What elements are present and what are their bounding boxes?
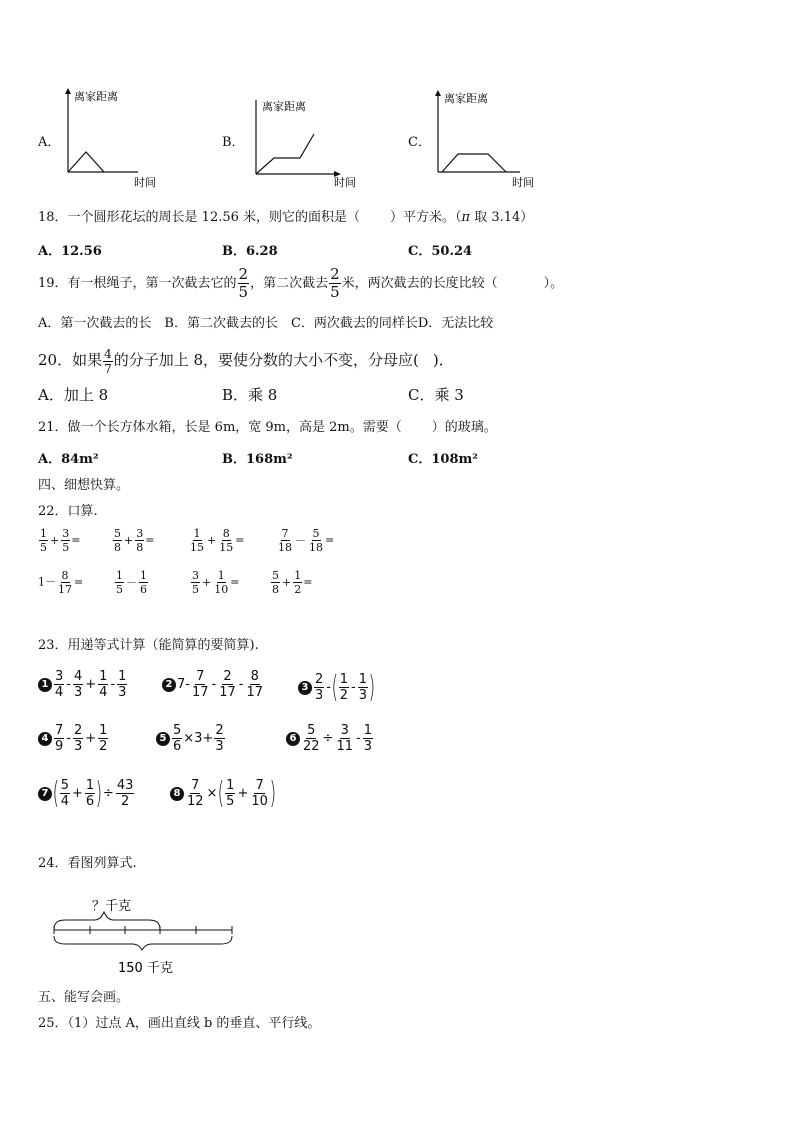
graph-b-xlabel: 时间	[334, 176, 356, 188]
q23-item-6: 6 $\frac{5}{22}$ ÷ $\frac{3}{11}$ - $\frac{1}{3}$	[286, 724, 374, 753]
q18-option-b: B．6.28	[222, 244, 278, 259]
q22-item-1: $\frac{1}{5}$ + $\frac{3}{5}$ =	[40, 527, 81, 554]
q23-item-8: 8 $\frac{7}{12}$ ×( $\frac{1}{5}$ + $\frac{7}{10}$ )	[170, 776, 276, 811]
graph-b	[246, 92, 376, 188]
q21-option-b: B．168m²	[222, 452, 293, 467]
section-5-title: 五、能写会画。	[38, 990, 130, 1005]
graph-a	[58, 86, 178, 190]
q17-option-b-label: B．	[222, 135, 245, 150]
q21-option-a: A．84m²	[38, 452, 99, 467]
graph-c-ylabel: 离家距离	[444, 92, 488, 105]
q23-item-1: 1 $\frac{3}{4}$ - $\frac{4}{3}$ + $\frac{1}{4}$ - $\frac{1}{3}$	[38, 670, 128, 699]
q19-stem: 19．有一根绳子，第一次截去它的 $\frac{2}{5}$ ，第二次截去 $\frac{2}{5}$ 米，两次截去的长度比较（ ）。	[38, 265, 564, 301]
q24-bottom-label: 150 千克	[118, 961, 173, 976]
q20-option-b: B．乘 8	[222, 386, 278, 404]
q22-item-7: $\frac{3}{5}$ + $\frac{1}{10}$ =	[192, 569, 240, 596]
q19-options: A．第一次截去的长 B．第二次截去的长 C．两次截去的同样长D．无法比较	[38, 316, 494, 331]
q23-item-5: 5 $\frac{5}{6}$ ×3+ $\frac{2}{3}$	[156, 724, 226, 753]
q18-stem: 18．一个圆形花坛的周长是 12.56 米，则它的面积是（ ）平方米。（π 取 3.14）	[38, 210, 534, 225]
q23-item-3: 3 $\frac{2}{3}$ -( $\frac{1}{2}$ - $\frac{1}{3}$ )	[298, 670, 375, 705]
q22-item-3: $\frac{1}{15}$ + $\frac{8}{15}$ =	[190, 527, 245, 554]
q22-item-4: $\frac{7}{18}$ － $\frac{5}{18}$ =	[278, 527, 335, 554]
q23-item-2: 2 7- $\frac{7}{17}$ - $\frac{2}{17}$ - $\frac{8}{17}$	[162, 670, 265, 699]
q21-option-c: C．108m²	[408, 452, 478, 467]
q23-item-4: 4 $\frac{7}{9}$ - $\frac{2}{3}$ + $\frac{1}{2}$	[38, 724, 109, 753]
q23-item-7: 7 ( $\frac{5}{4}$ + $\frac{1}{6}$ )÷ $\frac{43}{2}$	[38, 776, 135, 811]
q17-option-a-label: A．	[38, 135, 61, 150]
q22-item-6: $\frac{1}{5}$ － $\frac{1}{6}$	[116, 569, 147, 596]
graph-a-xlabel: 时间	[134, 176, 156, 189]
graph-c	[428, 86, 548, 190]
q20-option-c: C．乘 3	[408, 386, 464, 404]
q22-item-2: $\frac{5}{8}$ + $\frac{3}{8}$ =	[114, 527, 155, 554]
q18-option-a: A．12.56	[38, 244, 102, 259]
q18-option-c: C．50.24	[408, 244, 473, 259]
graph-c-xlabel: 时间	[512, 176, 534, 189]
q23-title: 23．用递等式计算（能简算的要简算).	[38, 638, 259, 653]
section-4-title: 四、细想快算。	[38, 478, 130, 493]
q20-option-a: A．加上 8	[38, 386, 109, 404]
graph-a-ylabel: 离家距离	[74, 90, 118, 103]
q22-item-8: $\frac{5}{8}$ + $\frac{1}{2}$ =	[272, 569, 313, 596]
q17-option-c-label: C．	[408, 135, 431, 150]
q22-title: 22．口算.	[38, 504, 98, 519]
q24-title: 24．看图列算式.	[38, 856, 137, 871]
q24-top-label: ？千克	[92, 899, 132, 914]
q24-line-diagram	[44, 892, 244, 978]
graph-b-ylabel: 离家距离	[262, 100, 306, 113]
q25-stem: 25．（1）过点 A，画出直线 b 的垂直、平行线。	[38, 1016, 321, 1031]
q22-item-5: 1－ $\frac{8}{17}$ =	[38, 569, 84, 596]
q20-stem: 20．如果 $\frac{4}{7}$ 的分子加上 8，要使分数的大小不变，分母应( )．	[38, 346, 454, 376]
q21-stem: 21．做一个长方体水箱，长是 6m，宽 9m，高是 2m。需要（ ）的玻璃。	[38, 420, 497, 435]
